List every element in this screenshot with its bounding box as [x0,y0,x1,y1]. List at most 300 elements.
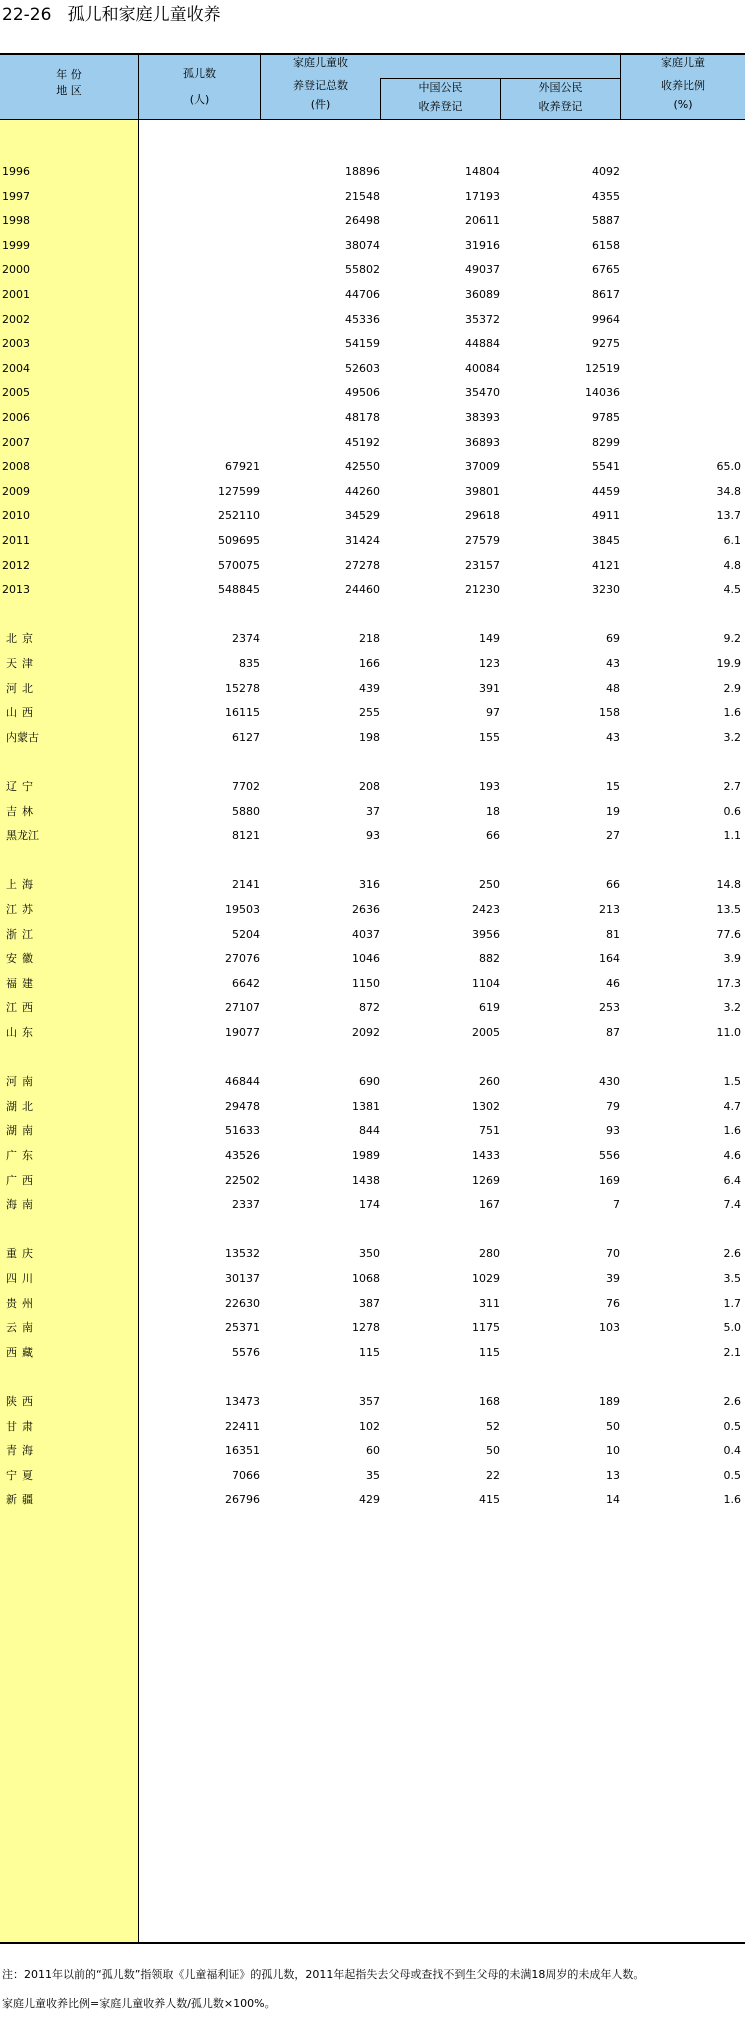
table-row [0,408,745,428]
adoption-total-cell: 45192 [345,436,380,449]
foreign-adoption-cell: 76 [606,1297,620,1310]
adoption-total-cell: 1438 [352,1174,380,1187]
table-row [0,310,745,330]
row-label: 吉林 [6,805,38,818]
foreign-adoption-cell: 9785 [592,411,620,424]
adoption-ratio-cell: 1.6 [723,1124,741,1137]
row-label: 青海 [6,1444,38,1457]
orphans-cell: 13532 [225,1247,260,1260]
adoption-ratio-cell: 2.1 [723,1346,741,1359]
row-label: 云南 [6,1321,38,1334]
adoption-ratio-cell: 9.2 [723,632,741,645]
orphans-cell: 19503 [225,903,260,916]
header-region [0,67,138,99]
chinese-adoption-cell: 36089 [465,288,500,301]
row-label: 宁夏 [6,1469,38,1482]
row-label: 1999 [2,239,30,252]
adoption-total-cell: 255 [359,706,380,719]
header-orphans-line1: 孤儿数 [183,67,216,80]
table-row [0,875,745,895]
foreign-adoption-cell: 15 [606,780,620,793]
adoption-total-cell: 439 [359,682,380,695]
table-row [0,531,745,551]
chinese-adoption-cell: 155 [479,731,500,744]
orphans-cell: 6642 [232,977,260,990]
row-label: 2007 [2,436,30,449]
row-label: 1998 [2,214,30,227]
orphans-cell: 26796 [225,1493,260,1506]
row-label: 内蒙古 [6,731,39,744]
orphans-cell: 15278 [225,682,260,695]
chinese-adoption-cell: 23157 [465,559,500,572]
foreign-adoption-cell: 3845 [592,534,620,547]
row-label: 西藏 [6,1346,38,1359]
chinese-adoption-cell: 40084 [465,362,500,375]
table-row [0,1023,745,1043]
header-region-line1: 年 份 [56,68,82,81]
row-label: 上海 [6,878,38,891]
orphans-cell: 2337 [232,1198,260,1211]
table-row [0,187,745,207]
foreign-adoption-cell: 7 [613,1198,620,1211]
chinese-adoption-cell: 1029 [472,1272,500,1285]
adoption-ratio-cell: 1.7 [723,1297,741,1310]
orphans-cell: 509695 [218,534,260,547]
orphans-cell: 30137 [225,1272,260,1285]
adoption-total-cell: 38074 [345,239,380,252]
header-chinese [381,80,500,115]
chinese-adoption-cell: 123 [479,657,500,670]
chinese-adoption-cell: 66 [486,829,500,842]
row-label: 2005 [2,386,30,399]
orphans-cell: 127599 [218,485,260,498]
adoption-ratio-cell: 0.4 [723,1444,741,1457]
chinese-adoption-cell: 149 [479,632,500,645]
table-row [0,654,745,674]
adoption-total-cell: 35 [366,1469,380,1482]
table-row [0,334,745,354]
row-label: 新疆 [6,1493,38,1506]
table-row [0,1072,745,1092]
adoption-ratio-cell: 7.4 [723,1198,741,1211]
foreign-adoption-cell: 4911 [592,509,620,522]
row-label: 海南 [6,1198,38,1211]
table-row [0,1121,745,1141]
header-adopt-total-line2: 养登记总数 [293,79,348,92]
orphans-cell: 570075 [218,559,260,572]
table-row [0,211,745,231]
orphans-cell: 16115 [225,706,260,719]
adoption-ratio-cell: 77.6 [716,928,741,941]
adoption-ratio-cell: 0.6 [723,805,741,818]
table-row [0,679,745,699]
chinese-adoption-cell: 17193 [465,190,500,203]
header-ratio-line2: 收养比例 [661,79,705,92]
adoption-total-cell: 1989 [352,1149,380,1162]
foreign-adoption-cell: 430 [599,1075,620,1088]
chinese-adoption-cell: 20611 [465,214,500,227]
footnote-line1: 注：2011年以前的“孤儿数”指领取《儿童福利证》的孤儿数，2011年起指失去父母或查找不到生父母的未满18周岁的未成年人数。 [2,1968,645,1981]
table-row [0,1318,745,1338]
adoption-total-cell: 316 [359,878,380,891]
orphans-cell: 8121 [232,829,260,842]
row-label: 广东 [6,1149,38,1162]
row-label: 2008 [2,460,30,473]
row-label: 河北 [6,682,38,695]
row-label: 福建 [6,977,38,990]
adoption-total-cell: 387 [359,1297,380,1310]
row-label: 2004 [2,362,30,375]
chinese-adoption-cell: 49037 [465,263,500,276]
foreign-adoption-cell: 4355 [592,190,620,203]
chinese-adoption-cell: 1433 [472,1149,500,1162]
orphans-cell: 22411 [225,1420,260,1433]
adoption-ratio-cell: 13.5 [716,903,741,916]
header-adopt-total-line1: 家庭儿童收 [293,56,348,69]
table-row [0,703,745,723]
adoption-ratio-cell: 0.5 [723,1420,741,1433]
adoption-ratio-cell: 3.9 [723,952,741,965]
row-label: 河南 [6,1075,38,1088]
chinese-adoption-cell: 280 [479,1247,500,1260]
foreign-adoption-cell: 5541 [592,460,620,473]
header-adopt-total [261,55,380,113]
chinese-adoption-cell: 619 [479,1001,500,1014]
chinese-adoption-cell: 38393 [465,411,500,424]
adoption-total-cell: 166 [359,657,380,670]
foreign-adoption-cell: 93 [606,1124,620,1137]
adoption-ratio-cell: 1.6 [723,706,741,719]
foreign-adoption-cell: 5887 [592,214,620,227]
foreign-adoption-cell: 6765 [592,263,620,276]
adoption-total-cell: 1068 [352,1272,380,1285]
table-title: 22-26 孤儿和家庭儿童收养 [2,5,221,25]
adoption-total-cell: 1278 [352,1321,380,1334]
chinese-adoption-cell: 31916 [465,239,500,252]
foreign-adoption-cell: 8617 [592,288,620,301]
foreign-adoption-cell: 43 [606,731,620,744]
row-label: 甘肃 [6,1420,38,1433]
foreign-adoption-cell: 87 [606,1026,620,1039]
orphans-cell: 22502 [225,1174,260,1187]
adoption-total-cell: 45336 [345,313,380,326]
table-row [0,1171,745,1191]
chinese-adoption-cell: 882 [479,952,500,965]
adoption-total-cell: 27278 [345,559,380,572]
adoption-total-cell: 42550 [345,460,380,473]
orphans-cell: 5204 [232,928,260,941]
header-ratio [621,55,745,113]
adoption-total-cell: 24460 [345,583,380,596]
adoption-total-cell: 44260 [345,485,380,498]
adoption-table [0,53,745,1944]
adoption-total-cell: 357 [359,1395,380,1408]
chinese-adoption-cell: 22 [486,1469,500,1482]
chinese-adoption-cell: 1104 [472,977,500,990]
chinese-adoption-cell: 167 [479,1198,500,1211]
adoption-ratio-cell: 4.7 [723,1100,741,1113]
row-label: 天津 [6,657,38,670]
foreign-adoption-cell: 4459 [592,485,620,498]
adoption-ratio-cell: 2.7 [723,780,741,793]
row-label: 广西 [6,1174,38,1187]
table-row [0,285,745,305]
adoption-total-cell: 429 [359,1493,380,1506]
row-label: 2013 [2,583,30,596]
foreign-adoption-cell: 4121 [592,559,620,572]
adoption-total-cell: 55802 [345,263,380,276]
table-row [0,482,745,502]
row-label: 山西 [6,706,38,719]
chinese-adoption-cell: 751 [479,1124,500,1137]
adoption-total-cell: 1381 [352,1100,380,1113]
header-chinese-line1: 中国公民 [418,81,463,94]
adoption-ratio-cell: 4.8 [723,559,741,572]
adoption-total-cell: 48178 [345,411,380,424]
table-row [0,1195,745,1215]
adoption-total-cell: 690 [359,1075,380,1088]
orphans-cell: 43526 [225,1149,260,1162]
foreign-adoption-cell: 12519 [585,362,620,375]
chinese-adoption-cell: 250 [479,878,500,891]
foreign-adoption-cell: 27 [606,829,620,842]
adoption-total-cell: 49506 [345,386,380,399]
header-ratio-line3: (%) [673,98,693,111]
adoption-ratio-cell: 3.2 [723,731,741,744]
foreign-adoption-cell: 6158 [592,239,620,252]
chinese-adoption-cell: 35470 [465,386,500,399]
row-label: 重庆 [6,1247,38,1260]
table-row [0,433,745,453]
orphans-cell: 548845 [218,583,260,596]
foreign-adoption-cell: 13 [606,1469,620,1482]
row-label: 安徽 [6,952,38,965]
adoption-total-cell: 34529 [345,509,380,522]
foreign-adoption-cell: 14036 [585,386,620,399]
header-foreign-line1: 外国公民 [538,81,583,94]
table-row [0,260,745,280]
row-label: 2011 [2,534,30,547]
chinese-adoption-cell: 311 [479,1297,500,1310]
chinese-adoption-cell: 3956 [472,928,500,941]
row-label: 湖南 [6,1124,38,1137]
orphans-cell: 2141 [232,878,260,891]
orphans-cell: 19077 [225,1026,260,1039]
row-label: 2002 [2,313,30,326]
chinese-adoption-cell: 391 [479,682,500,695]
table-row [0,826,745,846]
orphans-cell: 252110 [218,509,260,522]
orphans-cell: 27076 [225,952,260,965]
table-row [0,1343,745,1363]
orphans-cell: 5880 [232,805,260,818]
row-label: 2009 [2,485,30,498]
chinese-adoption-cell: 193 [479,780,500,793]
adoption-ratio-cell: 17.3 [716,977,741,990]
chinese-adoption-cell: 168 [479,1395,500,1408]
row-label: 1996 [2,165,30,178]
header-subrule [380,78,620,79]
table-row [0,383,745,403]
row-label: 2001 [2,288,30,301]
foreign-adoption-cell: 69 [606,632,620,645]
footnote-line2: 家庭儿童收养比例=家庭儿童收养人数/孤儿数×100%。 [2,1997,276,2010]
row-label: 黑龙江 [6,829,39,842]
adoption-ratio-cell: 11.0 [716,1026,741,1039]
table-row [0,1441,745,1461]
adoption-ratio-cell: 6.4 [723,1174,741,1187]
row-label: 湖北 [6,1100,38,1113]
orphans-cell: 16351 [225,1444,260,1457]
adoption-total-cell: 93 [366,829,380,842]
foreign-adoption-cell: 66 [606,878,620,891]
table-row [0,925,745,945]
foreign-adoption-cell: 43 [606,657,620,670]
chinese-adoption-cell: 1302 [472,1100,500,1113]
table-row [0,1244,745,1264]
orphans-cell: 46844 [225,1075,260,1088]
table-row [0,162,745,182]
chinese-adoption-cell: 35372 [465,313,500,326]
orphans-cell: 7702 [232,780,260,793]
table-row [0,556,745,576]
orphans-cell: 5576 [232,1346,260,1359]
table-row [0,506,745,526]
adoption-total-cell: 872 [359,1001,380,1014]
chinese-adoption-cell: 260 [479,1075,500,1088]
chinese-adoption-cell: 115 [479,1346,500,1359]
row-label: 贵州 [6,1297,38,1310]
chinese-adoption-cell: 52 [486,1420,500,1433]
table-row [0,236,745,256]
header-foreign [501,80,620,115]
foreign-adoption-cell: 81 [606,928,620,941]
table-row [0,998,745,1018]
adoption-total-cell: 2092 [352,1026,380,1039]
row-label: 2003 [2,337,30,350]
adoption-total-cell: 18896 [345,165,380,178]
orphans-cell: 67921 [225,460,260,473]
chinese-adoption-cell: 44884 [465,337,500,350]
orphans-cell: 7066 [232,1469,260,1482]
header-ratio-line1: 家庭儿童 [661,56,705,69]
header-adopt-total-line3: (件) [310,98,331,111]
chinese-adoption-cell: 2005 [472,1026,500,1039]
foreign-adoption-cell: 3230 [592,583,620,596]
table-row [0,580,745,600]
adoption-ratio-cell: 1.6 [723,1493,741,1506]
table-row [0,1269,745,1289]
header-foreign-line2: 收养登记 [538,100,583,113]
table-header [0,55,745,120]
orphans-cell: 13473 [225,1395,260,1408]
adoption-total-cell: 350 [359,1247,380,1260]
adoption-ratio-cell: 14.8 [716,878,741,891]
adoption-ratio-cell: 3.5 [723,1272,741,1285]
chinese-adoption-cell: 29618 [465,509,500,522]
orphans-cell: 6127 [232,731,260,744]
row-label: 四川 [6,1272,38,1285]
table-row [0,629,745,649]
table-row [0,359,745,379]
table-row [0,900,745,920]
foreign-adoption-cell: 8299 [592,436,620,449]
table-row [0,1466,745,1486]
adoption-total-cell: 102 [359,1420,380,1433]
adoption-total-cell: 1046 [352,952,380,965]
adoption-total-cell: 31424 [345,534,380,547]
chinese-adoption-cell: 14804 [465,165,500,178]
adoption-ratio-cell: 2.6 [723,1247,741,1260]
adoption-total-cell: 52603 [345,362,380,375]
table-row [0,802,745,822]
adoption-total-cell: 208 [359,780,380,793]
table-row [0,1490,745,1510]
chinese-adoption-cell: 37009 [465,460,500,473]
foreign-adoption-cell: 14 [606,1493,620,1506]
table-row [0,1097,745,1117]
orphans-cell: 835 [239,657,260,670]
chinese-adoption-cell: 1269 [472,1174,500,1187]
chinese-adoption-cell: 27579 [465,534,500,547]
orphans-cell: 29478 [225,1100,260,1113]
row-label: 陕西 [6,1395,38,1408]
adoption-ratio-cell: 1.1 [723,829,741,842]
row-label: 1997 [2,190,30,203]
foreign-adoption-cell: 189 [599,1395,620,1408]
adoption-ratio-cell: 2.6 [723,1395,741,1408]
table-row [0,728,745,748]
table-row [0,777,745,797]
adoption-total-cell: 37 [366,805,380,818]
adoption-total-cell: 198 [359,731,380,744]
row-label: 2012 [2,559,30,572]
chinese-adoption-cell: 97 [486,706,500,719]
foreign-adoption-cell: 556 [599,1149,620,1162]
adoption-ratio-cell: 5.0 [723,1321,741,1334]
adoption-ratio-cell: 0.5 [723,1469,741,1482]
orphans-cell: 27107 [225,1001,260,1014]
adoption-ratio-cell: 13.7 [716,509,741,522]
adoption-total-cell: 44706 [345,288,380,301]
adoption-ratio-cell: 3.2 [723,1001,741,1014]
table-bottom-rule [0,1942,745,1944]
foreign-adoption-cell: 9275 [592,337,620,350]
adoption-total-cell: 21548 [345,190,380,203]
adoption-ratio-cell: 4.6 [723,1149,741,1162]
adoption-total-cell: 1150 [352,977,380,990]
row-label: 2000 [2,263,30,276]
adoption-total-cell: 218 [359,632,380,645]
foreign-adoption-cell: 213 [599,903,620,916]
foreign-adoption-cell: 50 [606,1420,620,1433]
orphans-cell: 2374 [232,632,260,645]
adoption-ratio-cell: 1.5 [723,1075,741,1088]
orphans-cell: 25371 [225,1321,260,1334]
adoption-total-cell: 2636 [352,903,380,916]
foreign-adoption-cell: 9964 [592,313,620,326]
adoption-ratio-cell: 65.0 [716,460,741,473]
orphans-cell: 51633 [225,1124,260,1137]
chinese-adoption-cell: 2423 [472,903,500,916]
adoption-total-cell: 844 [359,1124,380,1137]
foreign-adoption-cell: 103 [599,1321,620,1334]
chinese-adoption-cell: 21230 [465,583,500,596]
row-label: 2010 [2,509,30,522]
table-row [0,1146,745,1166]
chinese-adoption-cell: 18 [486,805,500,818]
adoption-total-cell: 60 [366,1444,380,1457]
